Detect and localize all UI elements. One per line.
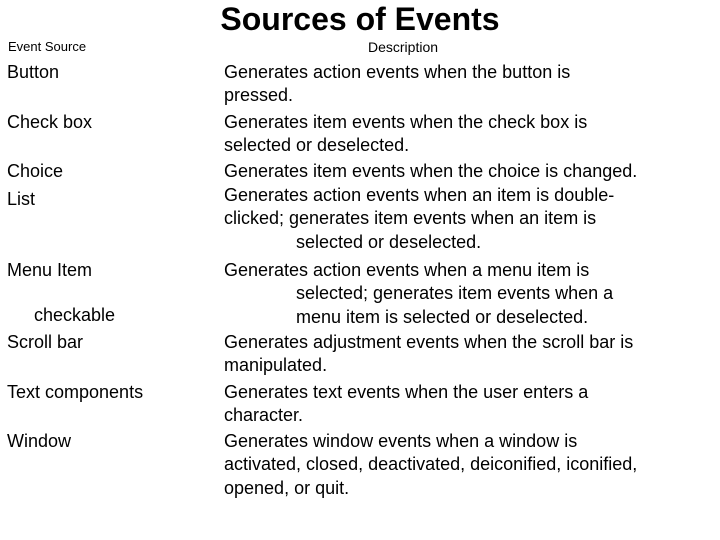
description-line: Generates text events when the user enters a [224,382,589,402]
source-text-components: Text components [7,382,144,402]
description-line: Generates action events when an item is double- [224,185,615,205]
description-line: Generates action events when a menu item is [224,260,590,280]
description-line: menu item is selected or deselected. [296,306,589,327]
source-button: Button [7,62,60,82]
source-check-box: Check box [7,112,93,132]
description-line: manipulated. [224,355,328,376]
page-title: Sources of Events [220,1,500,37]
source-scroll-bar: Scroll bar [7,332,84,352]
description-list [224,184,718,254]
source-checkable: checkable [34,305,116,325]
description-line: activated, closed, deactivated, deiconified, iconified, [224,454,638,475]
source-list: List [7,189,36,209]
description-line: character. [224,405,304,426]
description-header: Description [368,39,439,55]
description-scroll-bar [224,331,718,378]
description-line: selected or deselected. [296,231,482,252]
description-line: selected or deselected. [224,135,410,156]
description-line: Generates window events when a window is [224,431,578,451]
description-button [224,61,718,108]
description-menu-item [224,259,718,329]
description-choice [224,160,718,183]
description-window [224,430,718,500]
description-line: Generates item events when the check box is [224,112,588,132]
description-line: Generates item events when the choice is changed. [224,161,638,181]
description-line: opened, or quit. [224,477,350,498]
source-menu-item: Menu Item [7,260,93,280]
description-line: selected; generates item events when a [296,283,614,304]
description-line: Generates adjustment events when the scroll bar is [224,332,634,352]
description-line: Generates action events when the button is [224,62,571,82]
description-text-components [224,381,718,428]
description-check-box [224,111,718,158]
source-choice: Choice [7,161,64,181]
description-line: clicked; generates item events when an item is [224,208,597,229]
source-window: Window [7,431,72,451]
description-line: pressed. [224,85,294,106]
event-source-header: Event Source [8,39,87,54]
